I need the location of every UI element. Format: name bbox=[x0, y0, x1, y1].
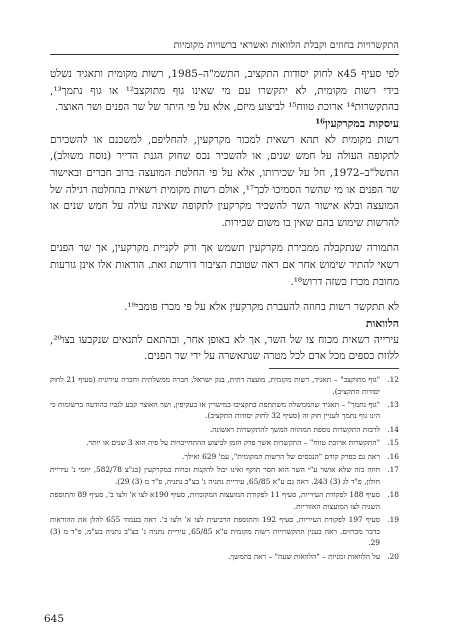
footnote-number: 17. bbox=[387, 465, 399, 475]
footnote bbox=[50, 451, 399, 463]
footnote bbox=[50, 424, 399, 436]
footnote bbox=[50, 551, 399, 563]
footnote-number: 19. bbox=[387, 515, 399, 525]
footnote-text: "גוף מתוקצב" – תאגיד, רשות מקומית, מועצה דתית, בנק ישראל, חברה ממשלתית וחברה עירונית (סעיף 21 לחוק יסודות התקציב). bbox=[50, 374, 380, 396]
footnote-text: "גוף נתמך" – תאגיד שהממשלה משתתפת בתקציבו במישרין או בעקיפין, ושר האוצר קבע לגביו בהודעה ברשומות כי הינו גוף נתמך לעניין חוק זה (סעיף 32 לחוק יסודות התקציב). bbox=[50, 399, 380, 421]
footnote-number: 18. bbox=[387, 490, 399, 500]
main-content bbox=[50, 66, 399, 564]
running-head: התקשרויות בחוזים וקבלת הלוואות ואשראי ברשויות מקומיות bbox=[50, 40, 399, 55]
footnote-text: לרבות התקשרות נוספת המהווה המשך להתקשרות ראשונה. bbox=[209, 424, 380, 434]
footnote-number: 14. bbox=[387, 424, 399, 434]
footnote bbox=[50, 399, 399, 422]
paragraph-municipal-loans: עירייה רשאית מכוח צו של השר, אך לא באופן אחר, ובהתאם לתנאים שנקבעו בצו²⁰, ללוות כספים מכל אדם לכל מטרה שנתאשרה על ידי שר הפנים. bbox=[50, 333, 399, 363]
footnote-number: 16. bbox=[387, 451, 399, 461]
footnote-number: 13. bbox=[387, 399, 399, 409]
footnote-text: ראה גם בפרק קודם "הנכסים של הרשות המקומית", עמ' 629 ואילך. bbox=[182, 451, 380, 461]
footnote bbox=[50, 464, 399, 487]
footnotes-list bbox=[50, 374, 399, 562]
page-number: 645 bbox=[44, 613, 65, 625]
footnote-text: סעיף 197 לפקודת העיריות, סעיף 192 והתוספת הרביעית לצו א' ולצו ב'. ראה בעמוד 655 להלן את ההוראות בדבר מכרזים. ראה בענין התקשרויות רשות מקומית ע"א 65/85, עיריית נתניה נ' בצ"ב נתניה בע"מ, פ"ד מ (3) 29. bbox=[50, 515, 380, 548]
footnote-number: 12. bbox=[387, 374, 399, 384]
footnote-number: 15. bbox=[387, 438, 399, 448]
paragraph-public-tender: לא תתקשר רשות בחוזה להעברת מקרקעין אלא על פי מכרז פומבי¹⁹. bbox=[124, 301, 399, 314]
footnote bbox=[50, 437, 399, 449]
footnote-text: "התקשרות ארוכת טווח" – התקשרות אשר פרק הזמן לביצוע ההתחייבויות על פיה הוא 3 שנים או יותר. bbox=[86, 438, 380, 448]
paragraph-project-contracts: לפי סעיף 45א לחוק יסודות התקציב, התשמ"ה–1985, רשות מקומית ותאגיד נשלט בידי רשות מקומית, לא יתקשרו עם מי שאינו גוף מתוקצב¹² או גוף נתמך¹³, בהתקשרות¹⁴ ארוכת טווח¹⁵ לביצוע מיזם, אלא על פי היתר של שר הפנים ושר האוצר. bbox=[50, 68, 399, 114]
footnote bbox=[50, 374, 399, 397]
section-heading-loans: הלוואות bbox=[365, 316, 399, 330]
footnote bbox=[50, 489, 399, 512]
paragraph-real-estate-transactions: רשות מקומית לא תהא רשאית למכור מקרקעין, להחליפם, למשכנם או להשכירם לתקופה העולה על חמש שנים, או להשכיר נכס שחוק הגנת הדייר (נוסח משולב), התשל"ב–1972, חל על שכירותו, אלא על פי החלטת המועצה ברוב חברים ובאישור שר הפנים או מי שהשר הסמיכו לכך¹⁷, אולם רשות מקומית רשאית בהחלטה רגילה של המועצה ובלא אישור השר להשכיר מקרקעין לתקופה שאינה עולה על חמש שנים או להרשות שימוש בהם שאין בו משום שכירות. bbox=[50, 133, 399, 229]
paragraph-sale-proceeds: התמורה שנתקבלה ממכירת מקרקעין תשמש אך ורק לקניית מקרקעין, אך שר הפנים רשאי להתיר שימוש אחר אם ראה שטובת הציבור דורשת זאת. הוראות אלו אינן גורעות מחובת מכרז כשזה דרוש¹⁸. bbox=[50, 242, 399, 288]
footnote-separator bbox=[269, 368, 399, 369]
footnote-number: 20. bbox=[387, 551, 399, 561]
footnote-text: על הלוואות זמניות – "הלוואות שעה" – ראה בהמשך. bbox=[228, 551, 380, 561]
section-heading-real-estate: עיסקות במקרקעין¹⁶ bbox=[315, 116, 399, 130]
footnote-text: חוזה כזה שלא אושר ע"י השר הוא חסר תוקף ואינו יכול להקנות זכויות במקרקעין (בג"צ 582/78, יוזמי נ' עיריית חולון, פ"ד לג (3) 243. ראה גם ע"א 65/85, עיריית נתניה נ' בצ"ב נתניה, פ"ד מ (3) 29). bbox=[50, 465, 380, 486]
footnote-text: סעיף 188 לפקודת העיריות, סעיף 11 לפקודת המועצות המקומיות, סעיף 190א לצו א' ולצו ב', סעיף 89 והתוספת השניה לצו המועצות האזוריות. bbox=[50, 490, 380, 511]
footnote bbox=[50, 514, 399, 549]
